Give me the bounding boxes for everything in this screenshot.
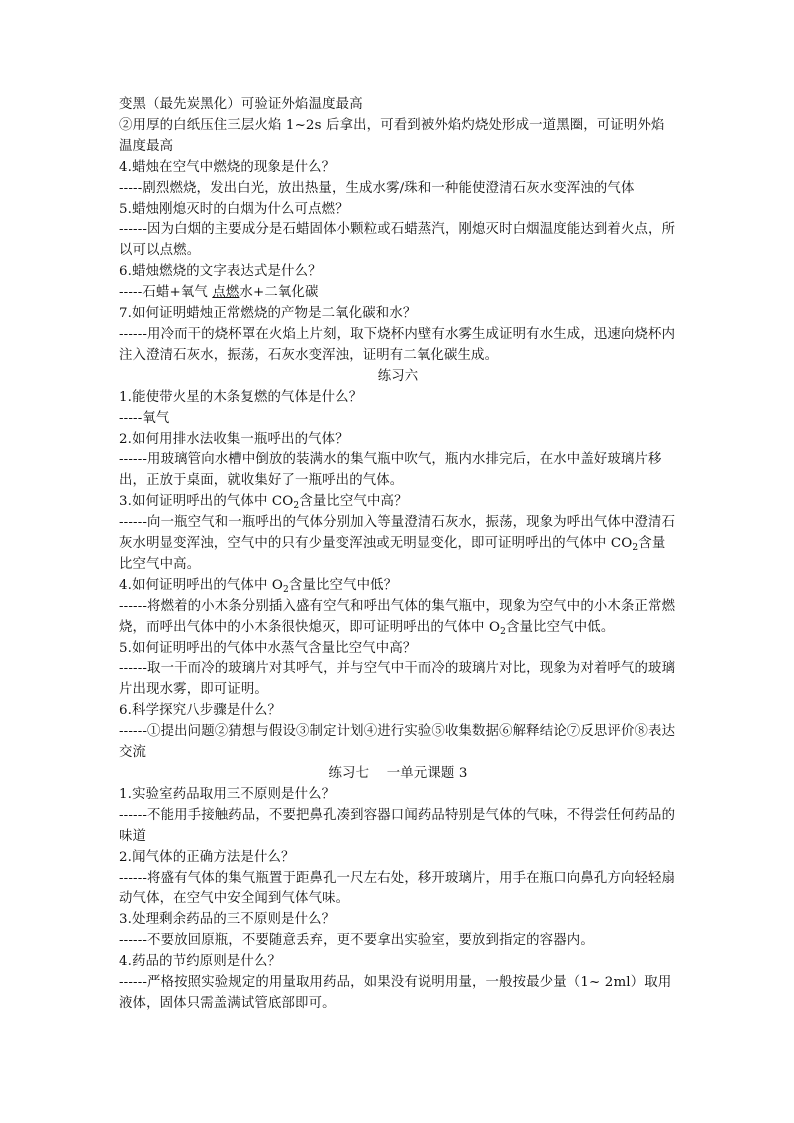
answer: ------不能用手接触药品，不要把鼻孔凑到容器口闻药品特别是气体的气味，不得尝任何药品的味道	[119, 807, 676, 844]
equation-reactants: -----石蜡+氧气	[119, 285, 213, 301]
section-heading: 练习七 一单元课题 3	[328, 766, 468, 781]
answer: ------①提出问题②猜想与假设③制定计划④进行实验⑤收集数据⑥解释结论⑦反思评价⑧表达交流	[119, 724, 676, 761]
answer: ------用冷而干的烧杯罩在火焰上片刻，取下烧杯内壁有水雾生成证明有水生成，迅速向烧杯内注入澄清石灰水，振荡，石灰水变浑浊，证明有二氧化碳生成。	[119, 326, 676, 363]
answer-text: 含量比空气中低。	[506, 619, 615, 635]
question: 1.能使带火星的木条复燃的气体是什么？	[119, 389, 363, 405]
answer: ------因为白烟的主要成分是石蜡固体小颗粒或石蜡蒸汽，刚熄灭时白烟温度能达到着火点，所以可以点燃。	[119, 222, 676, 259]
question	[119, 492, 677, 513]
subscript: 2	[283, 584, 289, 595]
question: 7.如何证明蜡烛正常燃烧的产物是二氧化碳和水？	[119, 306, 417, 322]
question: 4.药品的节约原则是什么？	[119, 954, 282, 970]
answer	[119, 513, 677, 576]
question: 6.科学探究八步骤是什么？	[119, 703, 282, 719]
answer-word-equation	[119, 283, 677, 304]
subscript: 2	[293, 501, 300, 512]
answer: -----剧烈燃烧，发出白光，放出热量，生成水雾/珠和一种能使澄清石灰水变浑浊的气体	[119, 180, 635, 196]
question: 2.如何用排水法收集一瓶呼出的气体？	[119, 431, 349, 447]
question-text: 含量比空气中低？	[288, 577, 398, 593]
answer: ------用玻璃管向水槽中倒放的装满水的集气瓶中吹气，瓶内水排完后，在水中盖好玻璃片移出，正放于桌面，就收集好了一瓶呼出的气体。	[119, 452, 662, 489]
equation-condition: 点燃	[212, 285, 240, 301]
paragraph: 变黑（最先炭黑化）可验证外焰温度最高	[119, 97, 363, 112]
answer: ------不要放回原瓶，不要随意丢弃，更不要拿出实验室，要放到指定的容器内。	[119, 933, 594, 949]
question: 3.处理剩余药品的三不原则是什么？	[119, 912, 336, 928]
answer-text: 含量比空气中高。	[119, 536, 666, 572]
question: 4.蜡烛在空气中燃烧的现象是什么？	[119, 159, 336, 175]
question: 5.蜡烛刚熄灭时的白烟为什么可点燃？	[119, 201, 349, 217]
answer-text: ------向一瓶空气和一瓶呼出的气体分别加入等量澄清石灰水，振荡，现象为呼出气体中澄清石灰水明显变浑浊，空气中的只有少量变浑浊或无明显变化，即可证明呼出的气体中 CO	[119, 515, 676, 552]
question: 5.如何证明呼出的气体中水蒸气含量比空气中高？	[119, 640, 417, 656]
subscript: 2	[500, 626, 507, 637]
answer: -----氧气	[119, 410, 170, 426]
question: 6.蜡烛燃烧的文字表达式是什么？	[119, 264, 322, 280]
answer	[119, 597, 677, 639]
section-heading: 练习六	[377, 368, 419, 384]
answer: ------严格按照实验规定的用量取用药品，如果没有说明用量，一般按最少量（1~ 2ml）取用液体，固体只需盖满试管底部即可。	[119, 975, 672, 1011]
question-text: 4.如何证明呼出的气体中 O	[119, 577, 284, 593]
question-text: 含量比空气中高？	[299, 494, 408, 510]
answer: ------将盛有气体的集气瓶置于距鼻孔一尺左右处，移开玻璃片，用手在瓶口向鼻孔方向轻轻扇动气体，在空气中安全闻到气体气味。	[119, 870, 676, 907]
answer: ------取一干而冷的玻璃片对其呼气，并与空气中干而冷的玻璃片对比，现象为对着呼气的玻璃片出现水雾，即可证明。	[119, 661, 676, 698]
subscript: 2	[632, 543, 639, 554]
equation-products: 水+二氧化碳	[239, 285, 319, 301]
question: 1.实验室药品取用三不原则是什么？	[119, 786, 336, 802]
answer-text: ------将燃着的小木条分别插入盛有空气和呼出气体的集气瓶中，现象为空气中的小木条正常燃烧，而呼出气体中的小木条很快熄灭，即可证明呼出的气体中 O	[119, 598, 676, 635]
paragraph: ②用厚的白纸压住三层火焰 1~2s 后拿出，可看到被外焰灼烧处形成一道黑圈，可证明外焰温度最高	[119, 117, 665, 154]
question-text: 3.如何证明呼出的气体中 CO	[119, 494, 294, 510]
question	[119, 576, 677, 597]
document-page	[119, 95, 677, 1015]
question: 2.闻气体的正确方法是什么？	[119, 849, 295, 865]
